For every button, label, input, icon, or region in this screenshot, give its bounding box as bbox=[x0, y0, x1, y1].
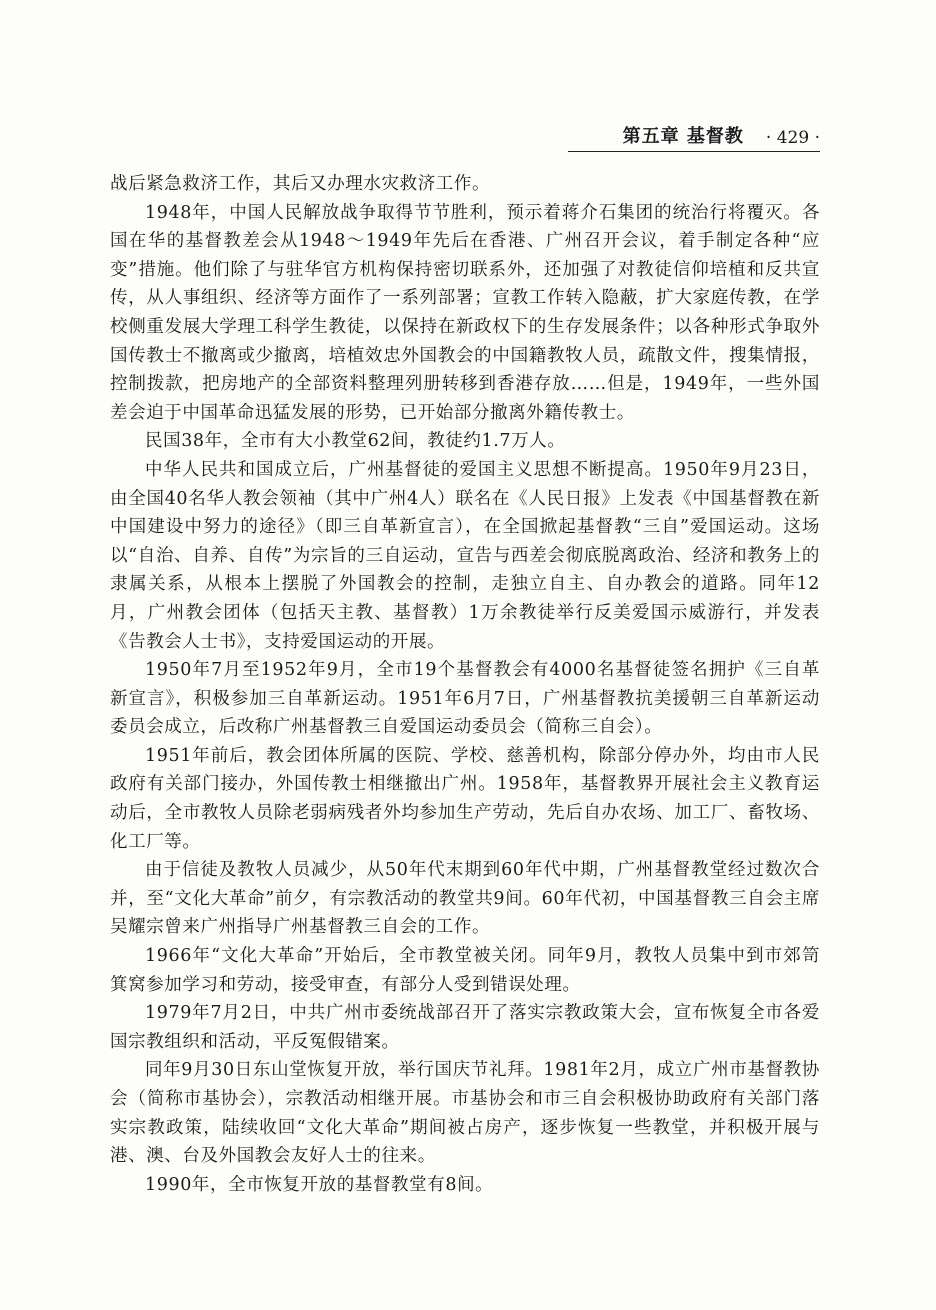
paragraph: 1948年，中国人民解放战争取得节节胜利，预示着蒋介石集团的统治行将覆灭。各国在华的基督教差会从1948～1949年先后在香港、广州召开会议，着手制定各种“应变”措施。他们除了与驻华官方机构保持密切联系外，还加强了对教徒信仰培植和反共宣传，从人事组织、经济等方面作了一系列部署；宣教工作转入隐蔽，扩大家庭传教，在学校侧重发展大学理工科学生教徒，以保持在新政权下的生存发展条件；以各种形式争取外国传教士不撤离或少撤离，培植效忠外国教会的中国籍教牧人员，疏散文件，搜集情报，控制拨款，把房地产的全部资料整理列册转移到香港存放……但是，1949年，一些外国差会迫于中国革命迅猛发展的形势，已开始部分撤离外籍传教士。 bbox=[110, 202, 820, 423]
page-number: · 429 · bbox=[765, 128, 820, 148]
paragraph: 由于信徒及教牧人员减少，从50年代末期到60年代中期，广州基督教堂经过数次合并，至“文化大革命”前夕，有宗教活动的教堂共9间。60年代初，中国基督教三自会主席吴耀宗曾来广州指导广州基督教三自会的工作。 bbox=[110, 860, 820, 938]
paragraph: 1951年前后，教会团体所属的医院、学校、慈善机构，除部分停办外，均由市人民政府有关部门接办，外国传教士相继撤出广州。1958年，基督教界开展社会主义教育运动后，全市教牧人员除老弱病残者外均参加生产劳动，先后自办农场、加工厂、畜牧场、化工厂等。 bbox=[110, 745, 820, 852]
paragraph: 1950年7月至1952年9月，全市19个基督教会有4000名基督徒签名拥护《三自革新宣言》，积极参加三自革新运动。1951年6月7日，广州基督教抗美援朝三自革新运动委员会成立，后改称广州基督教三自爱国运动委员会（简称三自会）。 bbox=[110, 660, 820, 738]
running-header bbox=[568, 124, 820, 152]
paragraph: 同年9月30日东山堂恢复开放，举行国庆节礼拜。1981年2月，成立广州市基督教协会（简称市基协会），宗教活动相继开展。市基协会和市三自会积极协助政府有关部门落实宗教政策，陆续收回“文化大革命”期间被占房产，逐步恢复一些教堂，并积极开展与港、澳、台及外国教会友好人士的往来。 bbox=[110, 1060, 820, 1167]
paragraph: 中华人民共和国成立后，广州基督徒的爱国主义思想不断提高。1950年9月23日，由全国40名华人教会领袖（其中广州4人）联名在《人民日报》上发表《中国基督教在新中国建设中努力的途径》（即三自革新宣言），在全国掀起基督教“三自”爱国运动。这场以“自治、自养、自传”为宗旨的三自运动，宣告与西差会彻底脱离政治、经济和教务上的隶属关系，从根本上摆脱了外国教会的控制，走独立自主、自办教会的道路。同年12月，广州教会团体（包括天主教、基督教）1万余教徒举行反美爱国示威游行，并发表《告教会人士书》，支持爱国运动的开展。 bbox=[110, 459, 820, 652]
body-text bbox=[110, 170, 820, 1199]
chapter-title: 第五章 基督教 bbox=[622, 126, 744, 147]
paragraph: 1990年，全市恢复开放的基督教堂有8间。 bbox=[145, 1174, 494, 1195]
paragraph: 1966年“文化大革命”开始后，全市教堂被关闭。同年9月，教牧人员集中到市郊笥箕窝参加学习和劳动，接受审查，有部分人受到错误处理。 bbox=[110, 946, 820, 995]
paragraph-continued: 战后紧急救济工作，其后又办理水灾救济工作。 bbox=[110, 174, 491, 194]
paragraph: 民国38年，全市有大小教堂62间，教徒约1.7万人。 bbox=[145, 431, 566, 452]
paragraph: 1979年7月2日，中共广州市委统战部召开了落实宗教政策大会，宣布恢复全市各爱国宗教组织和活动，平反冤假错案。 bbox=[110, 1003, 820, 1052]
